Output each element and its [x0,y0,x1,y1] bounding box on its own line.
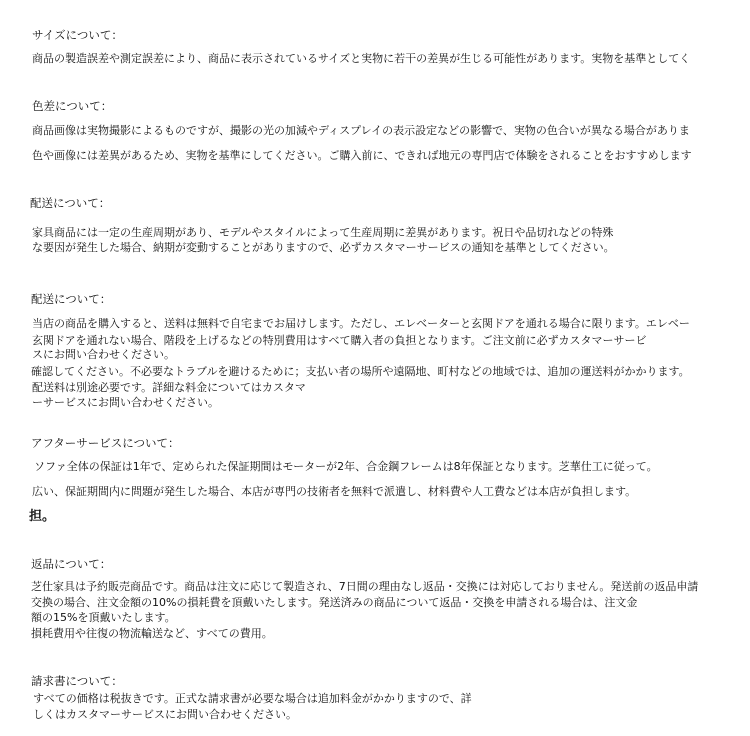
invoice-heading: 請求書について： [31,674,123,688]
aftersales-heading: アフターサービスについて： [31,436,180,450]
color-line-2: 色や画像には差異があるため、実物を基準にしてください。ご購入前に、できれば地元の専門店で体験をされることをおすすめします [32,149,692,162]
delivery1-heading: 配送について： [30,196,111,210]
invoice-line-1: すべての価格は税抜きです。正式な請求書が必要な場合は追加料金がかかりますので、詳 [33,692,472,705]
delivery2-line-3: スにお問い合わせください。 [32,348,175,361]
returns-heading: 返品について： [31,557,112,571]
size-line-1: 商品の製造誤差や測定誤差により、商品に表示されているサイズと実物に若干の差異が生じる可能性があります。実物を基準としてく [32,52,691,65]
aftersales-line-1: ソファ全体の保証は1年で、定められた保証期間はモーターが2年、合金鋼フレームは8年保証となります。芝華仕工に従って。 [34,460,658,473]
color-heading: 色差について： [32,99,113,113]
returns-line-1: 芝仕家具は予約販売商品です。商品は注文に応じて製造され、7日間の理由なし返品・交換には対応しておりません。発送前の返品申請 [31,580,699,593]
delivery1-line-2: な要因が発生した場合、納期が変動することがありますので、必ずカスタマーサービスの通知を基準としてください。 [32,241,615,254]
returns-line-4: 損耗費用や往復の物流輸送など、すべての費用。 [31,627,273,640]
delivery2-line-5: 配送料は別途必要です。詳細な料金についてはカスタマ [32,381,306,394]
delivery1-line-1: 家具商品には一定の生産周期があり、モデルやスタイルによって生産周期に差異があります。祝日や品切れなどの特殊 [32,226,614,239]
invoice-line-2: しくはカスタマーサービスにお問い合わせください。 [33,708,297,721]
delivery2-line-2: 玄関ドアを通れない場合、階段を上げるなどの特別費用はすべて購入者の負担となります。ご注文前に必ずカスタマーサービ [32,334,647,347]
delivery2-line-1: 当店の商品を購入すると、送料は無料で自宅までお届けします。ただし、エレベーターと玄関ドアを通れる場合に限ります。エレベー [32,317,690,330]
aftersales-line-2: 広い、保証期間内に問題が発生した場合、本店が専門の技術者を無料で派遣し、材料費や人工費などは本店が負担します。 [32,485,637,498]
delivery2-heading: 配送について： [31,292,112,306]
color-line-1: 商品画像は実物撮影によるものですが、撮影の光の加減やディスプレイの表示設定などの影響で、実物の色合いが異なる場合がありま [32,124,690,137]
delivery2-line-6: ーサービスにお問い合わせください。 [32,396,219,409]
aftersales-tail: 担。 [29,509,56,524]
returns-line-3: 額の15%を頂戴いたします。 [31,611,176,624]
size-heading: サイズについて： [32,28,123,42]
delivery2-line-4: 確認してください。不必要なトラブルを避けるために；支払い者の場所や遠隔地、町村などの地域では、追加の運送料がかかります。 [31,365,690,378]
returns-line-2: 交換の場合、注文金額の10%の損耗費を頂戴いたします。発送済みの商品について返品・交換を申請される場合は、注文金 [31,596,638,609]
